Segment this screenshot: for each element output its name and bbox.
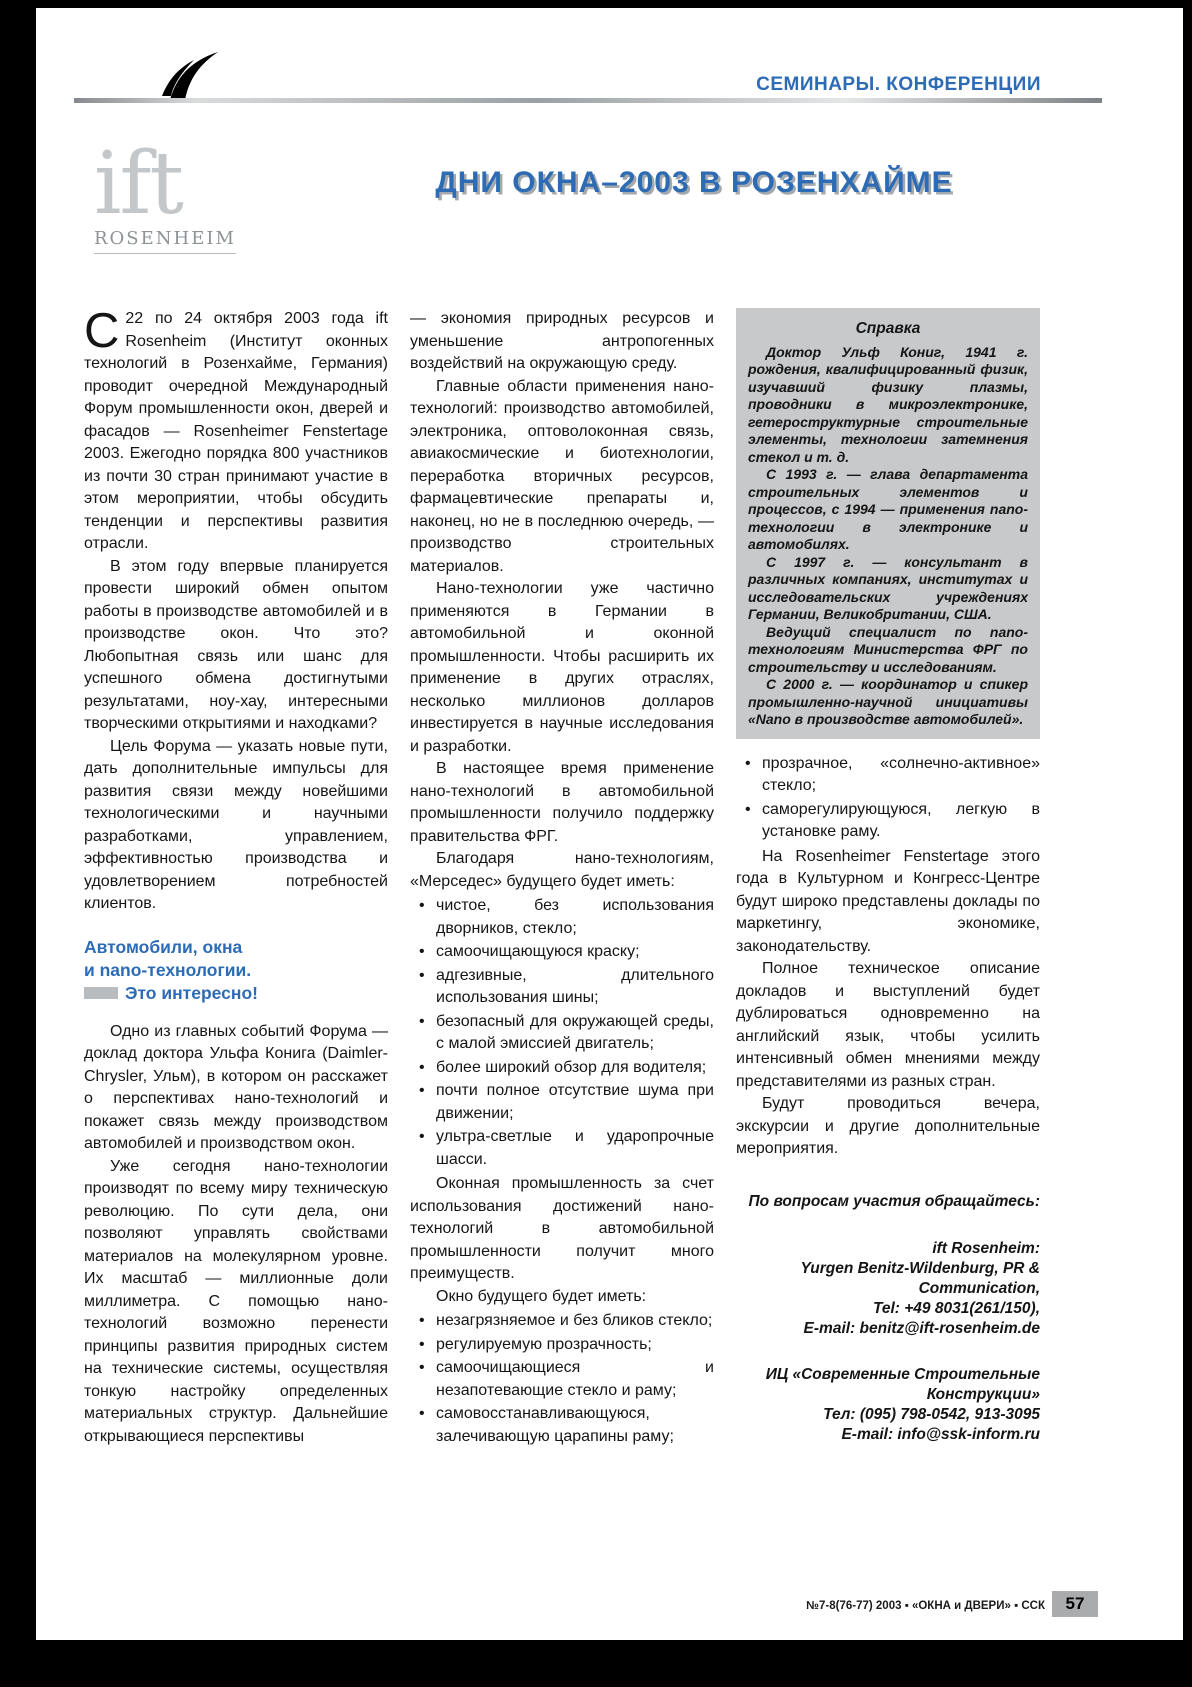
subheading-line: Это интересно!	[125, 982, 258, 1003]
bullet-item: • незагрязняемое и без бликов стекло;	[410, 1310, 714, 1333]
paragraph: Одно из главных событий Форума — доклад доктора Ульфа Конига (Daimler-Chrysler, Ульм), в котором он расскажет о перспективах нано-технологий и покажет связь между производством автомобилей и производством окон.	[84, 1022, 388, 1152]
bullet-item: • саморегулирующуюся, легкую в установке раму.	[736, 799, 1040, 844]
paragraph: — экономия природных ресурсов и уменьшение антропогенных воздействий на окружающую среду.	[410, 310, 714, 372]
contact-line: E-mail: benitz@ift-rosenheim.de	[803, 1320, 1040, 1337]
paragraph-text: 22 по 24 октября 2003 года ift Rosenheim (Институт оконных технологий в Розенхайме, Германия) проводит очередной Международный Форум промышленности окон, дверей и фасадов — Rosenheimer Fenstertage 2003. Ежегодно порядка 800 участников из почти 30 стран принимают участие в этом мероприятии, чтобы обсудить тенденции и перспективы развития отрасли.	[84, 310, 388, 552]
paragraph: В этом году впервые планируется провести широкий обмен опытом работы в производстве автомобилей и в производстве окон. Что это? Любопытная связь или шанс для успешного обмена достигнутыми результатами, ноу-хау, интересными творческими открытиями и находками?	[84, 557, 388, 732]
section-label: СЕМИНАРЫ. КОНФЕРЕНЦИИ	[756, 74, 1041, 95]
reference-sidebar	[736, 308, 1040, 739]
contact-line: ИЦ «Современные Строительные	[765, 1366, 1040, 1383]
paragraph: Нано-технологии уже частично применяются в Германии в автомобильной и оконной промышленности. Чтобы расширить их применение в других отраслях, несколько миллионов долларов инвестируется в научные исследования и разработки.	[410, 580, 714, 755]
paragraph: Будут проводиться вечера, экскурсии и другие дополнительные мероприятия.	[736, 1095, 1040, 1157]
sidebar-paragraph: Доктор Ульф Кониг, 1941 г. рождения, квалифицированный физик, изучавший физику плазмы, проводники в микроэлектронике, гетероструктурные строительные элементы, технологии затемнения стекол и т. д.	[748, 343, 1028, 465]
bullet-item: • более широкий обзор для водителя;	[410, 1057, 714, 1080]
subheading-line: Автомобили, окна	[84, 936, 243, 957]
bullet-item: • самовосстанавливающуюся, залечивающую царапины раму;	[410, 1403, 714, 1448]
bullet-item: • безопасный для окружающей среды, с малой эмиссией двигатель;	[410, 1011, 714, 1056]
paragraph: Оконная промышленность за счет использования достижений нано-технологий в автомобильной промышленности получит много преимуществ.	[410, 1175, 714, 1282]
sidebar-paragraph: Ведущий специалист по nano-технологиям Министерства ФРГ по строительству и исследованиям.	[748, 623, 1028, 675]
paragraph: На Rosenheimer Fenstertage этого года в Культурном и Конгресс-Центре будут широко представлены доклады по маркетингу, экономике, законодательству.	[736, 847, 1040, 955]
paragraph: Полное техническое описание докладов и выступлений будет дублироваться одновременно на английский язык, чтобы усилить интенсивный обмен мнениями между представителями из разных стран.	[736, 960, 1040, 1090]
article-title: ДНИ ОКНА–2003 В РОЗЕНХАЙМЕ	[435, 166, 953, 199]
paragraph: Окно будущего будет иметь:	[436, 1287, 647, 1305]
page-number: 57	[1052, 1591, 1098, 1617]
header-rule	[74, 98, 1102, 103]
column-3	[736, 308, 1040, 1450]
ift-logo-city: ROSENHEIM	[94, 228, 236, 254]
sidebar-paragraph: С 1997 г. — консультант в различных компаниях, институтах и исследовательских учреждениях Германии, Великобритании, США.	[748, 553, 1028, 622]
contact-block-ift	[736, 1239, 1040, 1339]
contact-block-ssk	[736, 1365, 1040, 1445]
bullet-item: • прозрачное, «солнечно-активное» стекло;	[736, 753, 1040, 798]
sidebar-paragraph: С 2000 г. — координатор и спикер промышленно-научной инициативы «Nano в производстве автомобилей».	[748, 676, 1028, 727]
column-1	[84, 304, 388, 1450]
paragraph: В настоящее время применение нано-технологий в автомобильной промышленности получило поддержку правительства ФРГ.	[410, 760, 714, 845]
bullet-item: • чистое, без использования дворников, стекло;	[410, 895, 714, 940]
ift-rosenheim-logo	[94, 134, 236, 254]
sidebar-title: Справка	[855, 320, 921, 337]
section-subheading	[84, 936, 388, 1005]
contact-line: ift Rosenheim:	[932, 1240, 1040, 1257]
page-body	[36, 8, 1183, 1640]
bullet-item: • почти полное отсутствие шума при движении;	[410, 1080, 714, 1125]
bullet-list-window	[410, 1310, 714, 1448]
contact-line: Тел: (095) 798-0542, 913-3095	[823, 1406, 1040, 1423]
contact-heading: По вопросам участия обращайтесь:	[748, 1192, 1040, 1210]
contact-line: Yurgen Benitz-Wildenburg, PR &	[800, 1260, 1040, 1277]
contact-line: Communication,	[918, 1280, 1040, 1297]
column-2	[410, 308, 714, 1450]
subheading-line: и nano-технологии.	[84, 959, 252, 980]
paragraph: Цель Форума — указать новые пути, дать дополнительные импульсы для развития связи между новейшими технологическими и научными разработками, управлением, эффективностью производства и удовлетворением потребностей клиентов.	[84, 737, 388, 912]
sidebar-paragraph: С 1993 г. — глава департамента строительных элементов и процессов, с 1994 — применения nano-технологии в электронике и автомобилях.	[748, 466, 1028, 552]
paragraph: Главные области применения нано-технологий: производство автомобилей, электроника, оптоволоконная связь, авиакосмические и биотехнологии, переработка вторичных ресурсов, фармацевтические препараты и, наконец, но не в последнюю очередь, — производство строительных материалов.	[410, 377, 714, 575]
article-columns	[84, 304, 1040, 1450]
paragraph: Уже сегодня нано-технологии производят по всему миру техническую революцию. По сути дела, они позволяют управлять свойствами материалов на молекулярном уровне. Их масштаб — миллионные доли миллиметра. С помощью нано-технологий возможно перенести принципы развития природных систем на технические системы, осуществляя тонкую настройку определенных материальных структур. Дальнейшие открывающиеся перспективы	[84, 1157, 388, 1445]
bullet-list-mercedes	[410, 895, 714, 1171]
contact-line: Tel: +49 8031(261/150),	[872, 1300, 1040, 1317]
footer-issue-info: №7-8(76-77) 2003 ▪ «ОКНА и ДВЕРИ» ▪ ССК	[806, 1600, 1045, 1612]
contact-line: Конструкции»	[926, 1386, 1040, 1403]
bullet-list-window-cont	[736, 753, 1040, 844]
paragraph: Благодаря нано-технологиям, «Мерседес» будущего будет иметь:	[410, 850, 714, 890]
subheading-marker	[84, 987, 118, 999]
bullet-item: • адгезивные, длительного использования шины;	[410, 965, 714, 1010]
drop-cap: С	[84, 304, 120, 358]
bullet-item: • ультра-светлые и ударопрочные шасси.	[410, 1126, 714, 1171]
bullet-item: • самоочищающиеся и незапотевающие стекло и раму;	[410, 1357, 714, 1402]
paragraph	[84, 304, 388, 556]
bullet-item: • регулируемую прозрачность;	[410, 1334, 714, 1357]
bullet-item: • самоочищающуюся краску;	[410, 941, 714, 964]
contact-line: E-mail: info@ssk-inform.ru	[841, 1426, 1040, 1443]
ift-logo-text: ift	[94, 134, 182, 234]
